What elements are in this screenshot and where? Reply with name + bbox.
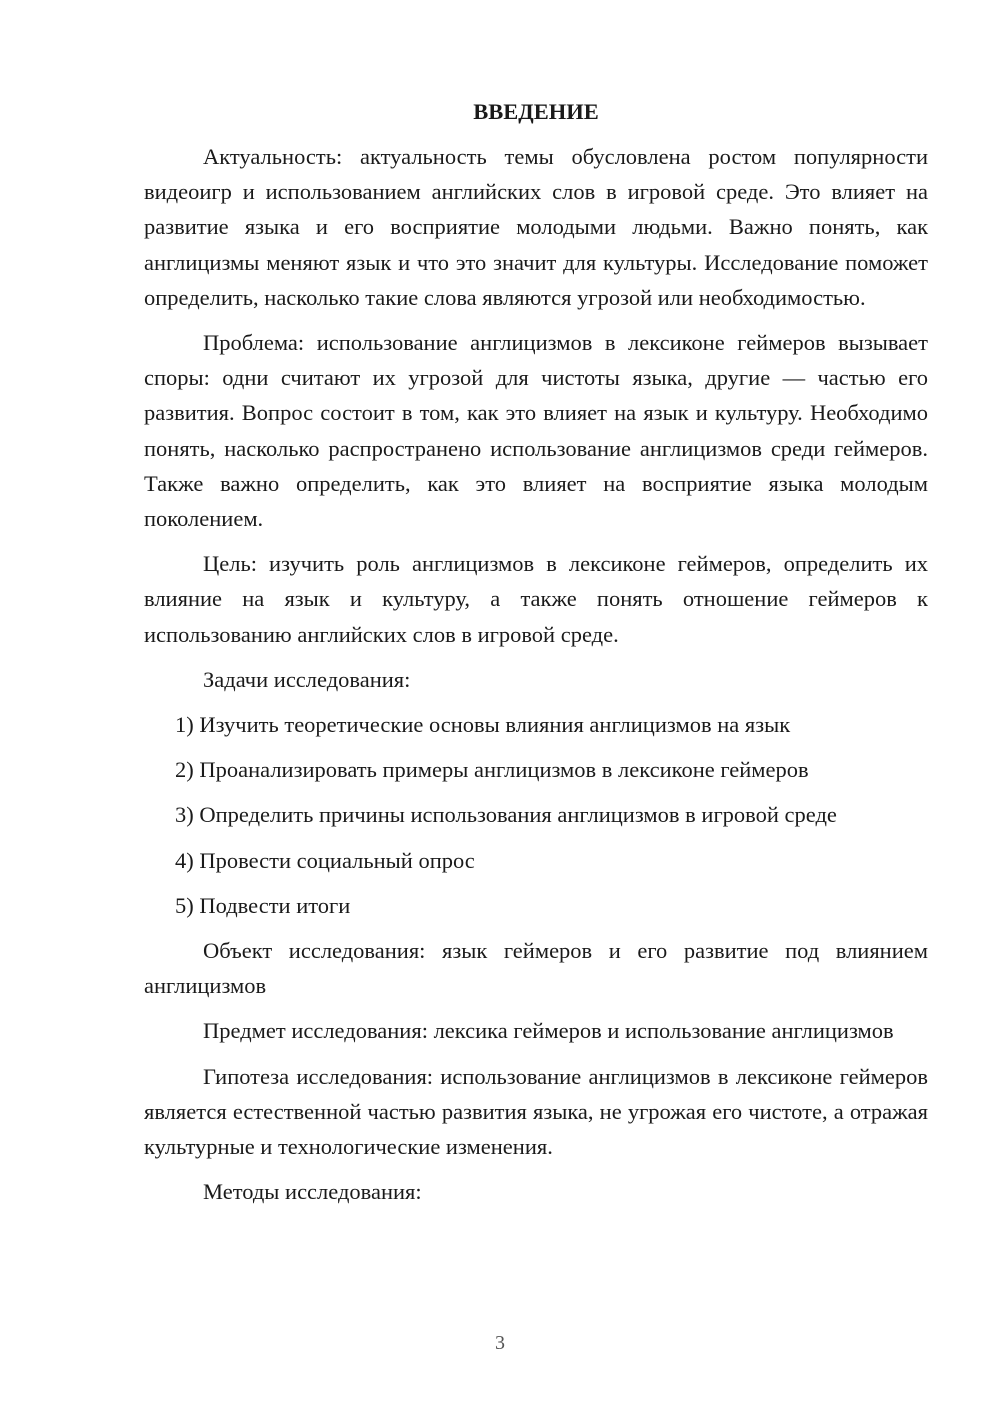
task-item: 2) Проанализировать примеры англицизмов в лексиконе геймеров — [175, 757, 809, 783]
page-content — [144, 94, 928, 1219]
paragraph-relevance: Актуальность: актуальность темы обусловлена ростом популярности видеоигр и использованием английских слов в игровой среде. Это влияет на развитие языка и его восприятие молодыми людьми. Важно понять, как англицизмы меняют язык и что это значит для культуры. Исследование поможет определить, насколько такие слова являются угрозой или необходимостью. — [144, 144, 928, 310]
task-item: 3) Определить причины использования англицизмов в игровой среде — [175, 802, 837, 828]
paragraph-object: Объект исследования: язык геймеров и его развитие под влиянием англицизмов — [144, 938, 928, 999]
tasks-list — [144, 707, 928, 923]
paragraph-problem: Проблема: использование англицизмов в лексиконе геймеров вызывает споры: одни считают их угрозой для чистоты языка, другие — частью его развития. Вопрос состоит в том, как это влияет на язык и культуру. Необходимо понять, насколько распространено использование англицизмов среди геймеров. Также важно определить, как это влияет на восприятие языка молодым поколением. — [144, 330, 928, 532]
paragraph-hypothesis: Гипотеза исследования: использование англицизмов в лексиконе геймеров является естественной частью развития языка, не угрожая его чистоте, а отражая культурные и технологические изменения. — [144, 1063, 928, 1160]
methods-heading: Методы исследования: — [203, 1179, 422, 1205]
task-item: 4) Провести социальный опрос — [175, 847, 475, 873]
tasks-heading: Задачи исследования: — [203, 666, 411, 692]
task-item: 1) Изучить теоретические основы влияния англицизмов на язык — [175, 712, 791, 738]
paragraph-goal: Цель: изучить роль англицизмов в лексиконе геймеров, определить их влияние на язык и культуру, а также понять отношение геймеров к использованию английских слов в игровой среде. — [144, 551, 928, 647]
section-title: ВВЕДЕНИЕ — [473, 99, 599, 124]
paragraph-subject: Предмет исследования: лексика геймеров и использование англицизмов — [203, 1018, 894, 1044]
task-item: 5) Подвести итоги — [175, 892, 351, 918]
page-number: 3 — [495, 1332, 505, 1354]
